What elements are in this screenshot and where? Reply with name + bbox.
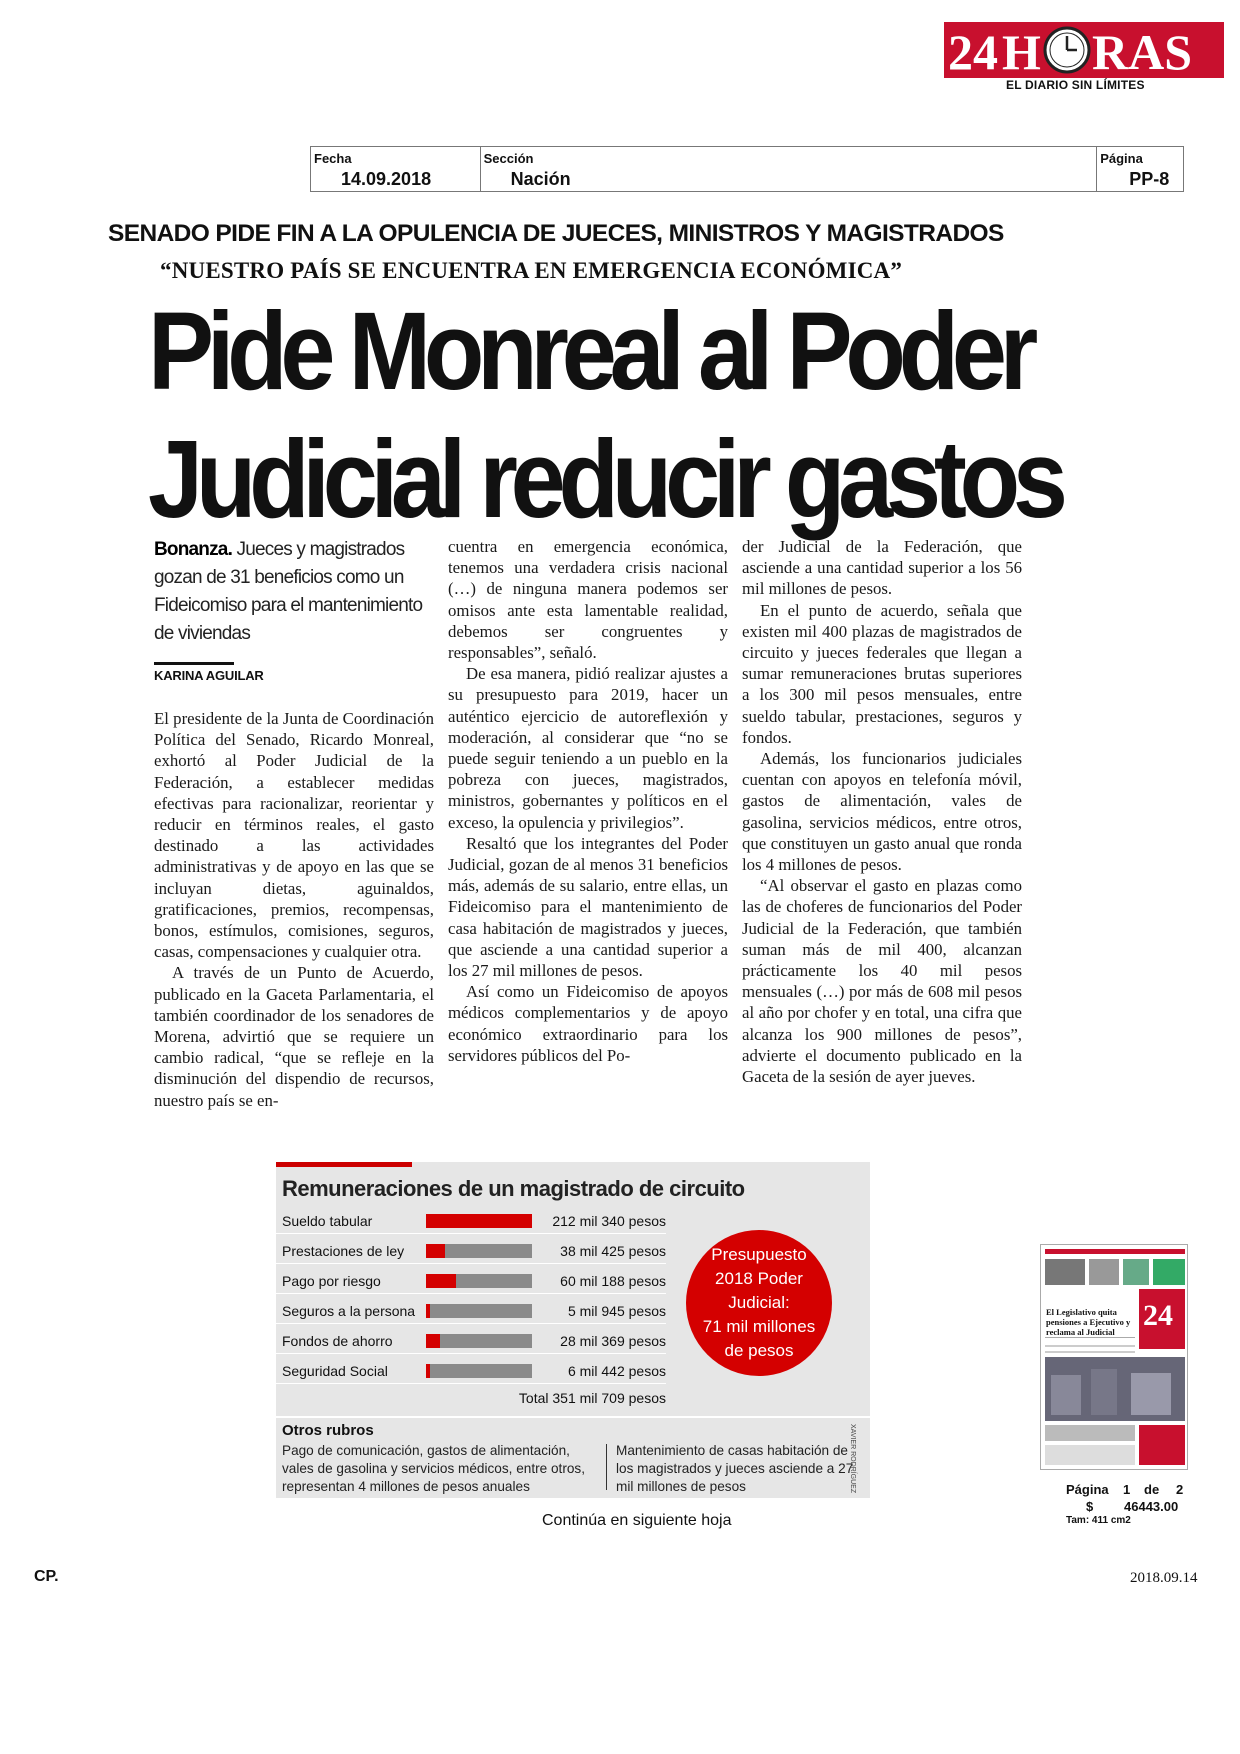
row-bar-track — [426, 1304, 532, 1318]
deck-rule — [154, 662, 234, 665]
row-value: 212 mil 340 pesos — [552, 1213, 666, 1229]
fecha-cell — [311, 147, 481, 191]
row-value: 5 mil 945 pesos — [567, 1303, 666, 1319]
infographic-row — [276, 1360, 666, 1384]
row-bar — [426, 1244, 445, 1258]
otros-title: Otros rubros — [282, 1422, 374, 1439]
row-value: 28 mil 369 pesos — [560, 1333, 666, 1349]
thumbnail-logo: 24 — [1143, 1299, 1173, 1332]
row-bar — [426, 1304, 430, 1318]
paragraph: der Judicial de la Federación, que asciende a una cantidad superior a los 56 mil millones de pesos. — [742, 537, 1022, 599]
logo-24-horas — [944, 22, 1224, 78]
pageinfo-label: Página — [1066, 1482, 1109, 1497]
row-separator — [276, 1383, 666, 1384]
paragraph: A través de un Punto de Acuerdo, publicado en la Gaceta Parlamentaria, el también coordinador de los senadores de Morena, advirtió que se requiere un cambio radical, “que se refleje en la disminución del dispendio de recursos, nuestro país se en- — [154, 963, 434, 1110]
thumbnail-headline: El Legislativo quita pensiones a Ejecutivo y reclama al Judicial — [1046, 1307, 1131, 1337]
row-value: 6 mil 442 pesos — [567, 1363, 666, 1379]
paragraph: Así como un Fideicomiso de apoyos médicos complementarios y de apoyo económico extraordinario para los servidores públicos del Po- — [448, 982, 728, 1065]
article-column-2 — [448, 536, 728, 1066]
row-separator — [276, 1263, 666, 1264]
pageinfo-amount: 46443.00 — [1124, 1499, 1179, 1514]
paragraph: Además, los funcionarios judiciales cuentan con apoyos en telefonía móvil, gastos de alimentación, vales de gasolina, servicios médicos, entre otros, que constituyen un gasto anual que ronda los 4 millones de pesos. — [742, 749, 1022, 875]
infographic-title: Remuneraciones de un magistrado de circuito — [282, 1176, 745, 1201]
byline: KARINA AGUILAR — [154, 668, 264, 683]
pageinfo-de: de — [1144, 1482, 1160, 1497]
row-bar-track — [426, 1334, 532, 1348]
row-label: Seguridad Social — [282, 1363, 388, 1379]
pageinfo-page-num: 1 — [1123, 1482, 1131, 1497]
paragraph: Resaltó que los integrantes del Poder Judicial, gozan de al menos 31 beneficios más, además de su salario, entre ellas, un Fideicomiso para el mantenimiento de casa habitación de magistrados y jueces, que asciende a una cantidad superior a los 27 mil millones de pesos. — [448, 833, 728, 981]
row-bar — [426, 1274, 456, 1288]
infographic-row — [276, 1330, 666, 1354]
pagina-cell — [1097, 147, 1183, 191]
front-page-thumbnail — [1040, 1244, 1188, 1470]
budget-circle-line: de pesos — [724, 1341, 794, 1360]
pageinfo-currency: $ — [1086, 1499, 1094, 1514]
pagina-label: Página — [1100, 151, 1143, 166]
footer-cp: CP. — [34, 1568, 59, 1585]
infographic-row — [276, 1210, 666, 1234]
logo-text-left: 24 — [948, 24, 998, 78]
pageinfo-size: Tam: 411 cm2 — [1066, 1515, 1131, 1526]
article-column-3 — [742, 536, 1022, 1087]
infographic — [276, 1162, 870, 1498]
quote-line: “NUESTRO PAÍS SE ENCUENTRA EN EMERGENCIA ECONÓMICA” — [160, 258, 903, 283]
deck-lead: Bonanza. — [154, 539, 233, 560]
headline — [148, 288, 1061, 544]
paragraph: El presidente de la Junta de Coordinación Política del Senado, Ricardo Monreal, exhortó al Poder Judicial de la Federación, a establecer medidas efectivas para racionalizar, reorientar y reducir en términos reales, el gasto destinado a las actividades administrativas y de apoyo en las que se incluyan dietas, aguinaldos, gratificaciones, premios, recompensas, bonos, estímulos, comisiones, seguros, casas, compensaciones y cualquier otra. — [154, 709, 434, 962]
fecha-value: 14.09.2018 — [341, 169, 432, 189]
info-bar — [310, 146, 1184, 192]
continua-note: Continúa en siguiente hoja — [542, 1512, 732, 1529]
otros-divider — [276, 1416, 870, 1418]
infographic-total: Total 351 mil 709 pesos — [518, 1390, 666, 1406]
seccion-cell — [481, 147, 1098, 191]
pagina-value: PP-8 — [1129, 169, 1170, 189]
row-bar — [426, 1364, 430, 1378]
budget-circle-line: 71 mil millones — [702, 1317, 816, 1336]
infographic-credit: XAVIER RODRÍGUEZ — [849, 1424, 856, 1494]
row-label: Seguros a la persona — [282, 1303, 416, 1319]
seccion-label: Sección — [483, 151, 534, 166]
row-separator — [276, 1323, 666, 1324]
row-label: Prestaciones de ley — [282, 1243, 405, 1259]
pageinfo-page-total: 2 — [1176, 1482, 1184, 1497]
logo-text-right: RAS — [1092, 24, 1193, 78]
row-label: Fondos de ahorro — [282, 1333, 393, 1349]
budget-circle — [686, 1230, 832, 1376]
seccion-value: Nación — [510, 169, 571, 189]
row-value: 38 mil 425 pesos — [560, 1243, 666, 1259]
fecha-label: Fecha — [314, 151, 352, 166]
paragraph: De esa manera, pidió realizar ajustes a su presupuesto para 2019, hacer un auténtico ejercicio de autoreflexión y moderación, al considerar que “no se puede seguir teniendo a un pueblo en la pobreza con jueces, magistrados, ministros, gobernantes y políticos en el exceso, la opulencia y privilegios”. — [448, 664, 728, 832]
headline-line-2: Judicial reducir gastos — [148, 418, 1061, 541]
infographic-row — [276, 1300, 666, 1324]
paragraph: cuentra en emergencia económica, tenemos una verdadera crisis nacional (…) de ninguna manera podemos ser omisos ante esta lamentable realidad, debemos ser congruentes y responsables”, señaló. — [448, 537, 728, 663]
budget-circle-line: Judicial: — [728, 1293, 790, 1312]
kicker: SENADO PIDE FIN A LA OPULENCIA DE JUECES, MINISTROS Y MAGISTRADOS — [108, 220, 1004, 247]
budget-circle-line: Presupuesto — [711, 1245, 807, 1264]
otros-column-divider — [606, 1444, 607, 1490]
footer-date: 2018.09.14 — [1130, 1570, 1198, 1586]
otros-left-text: Pago de comunicación, gastos de alimentación, vales de gasolina y servicios médicos, entre otros, representan 4 millones de pesos anuales — [282, 1443, 585, 1494]
deck — [154, 536, 444, 648]
otros-right-text: Mantenimiento de casas habitación de los magistrados y jueces asciende a 27 mil millones de pesos — [616, 1443, 854, 1494]
article-column-1 — [154, 708, 434, 1111]
infographic-row — [276, 1240, 666, 1264]
row-bar-track — [426, 1364, 532, 1378]
row-separator — [276, 1353, 666, 1354]
infographic-accent-bar — [276, 1162, 412, 1167]
row-value: 60 mil 188 pesos — [560, 1273, 666, 1289]
logo-tagline: EL DIARIO SIN LÍMITES — [1006, 78, 1145, 92]
row-label: Pago por riesgo — [282, 1273, 381, 1289]
svg-text:H: H — [1002, 24, 1041, 78]
row-label: Sueldo tabular — [282, 1213, 373, 1229]
deck-text: Jueces y magistrados gozan de 31 beneficios como un Fideicomiso para el mantenimiento de viviendas — [154, 539, 423, 644]
row-bar — [426, 1214, 532, 1228]
budget-circle-line: 2018 Poder — [715, 1269, 803, 1288]
headline-line-1: Pide Monreal al Poder — [148, 290, 1032, 413]
row-separator — [276, 1293, 666, 1294]
row-bar — [426, 1334, 440, 1348]
infographic-row — [276, 1270, 666, 1294]
paragraph: “Al observar el gasto en plazas como las de choferes de funcionarios del Poder Judicial de la Federación, que también suman más de mil 400, alcanzan prácticamente los 40 mil pesos mensuales (…) por más de 608 mil pesos al año por chofer y en total, una cifra que alcanza los 900 millones de pesos”, advierte el documento publicado en la Gaceta de la sesión de ayer jueves. — [742, 876, 1022, 1087]
row-separator — [276, 1233, 666, 1234]
paragraph: En el punto de acuerdo, señala que existen mil 400 plazas de magistrados de circuito y jueces federales que llegan a sumar remuneraciones brutas superiores a los 300 mil pesos mensuales, entre sueldo tabular, prestaciones, seguros y fondos. — [742, 600, 1022, 747]
